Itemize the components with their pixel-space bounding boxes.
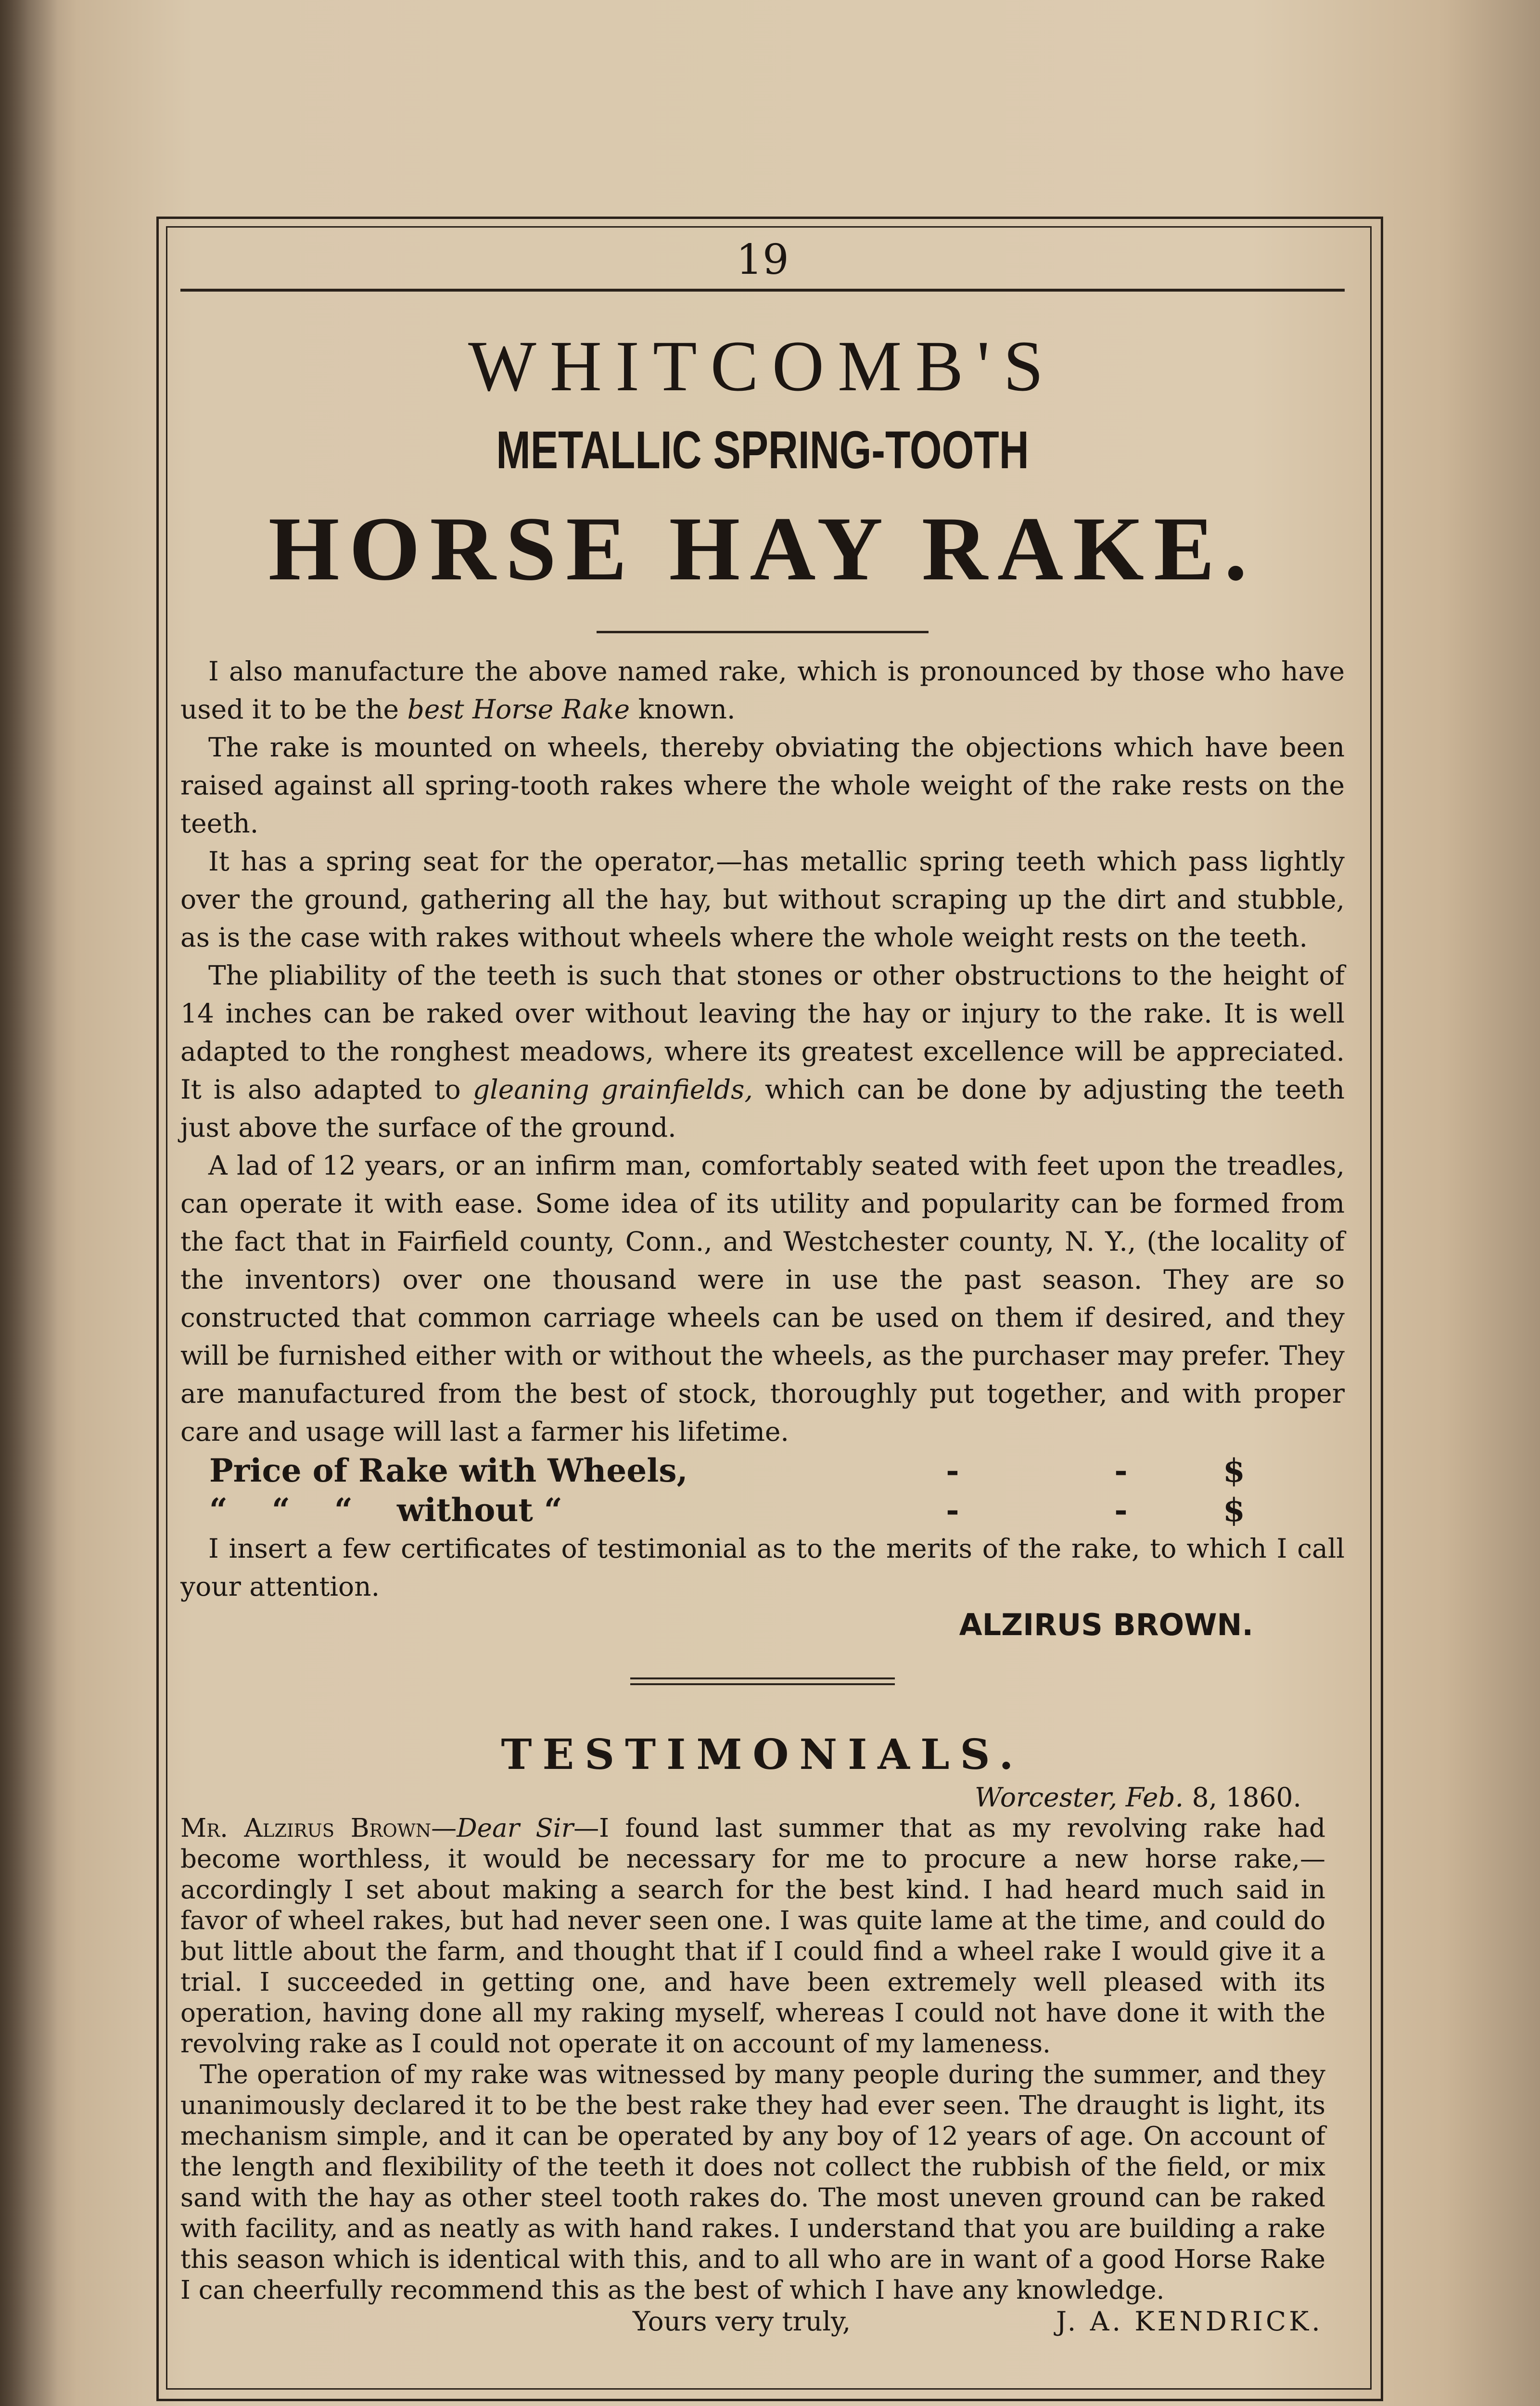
price-row-with-wheels: Price of Rake with Wheels, - - $	[209, 1452, 1245, 1489]
author-name: J. A. KENDRICK.	[1056, 2306, 1323, 2337]
spine-shadow	[0, 0, 58, 2406]
letter-dateline: Worcester, Feb. 8, 1860.	[975, 1782, 1301, 1813]
title-metallic-spring-tooth: METALLIC SPRING-TOOTH	[496, 421, 1029, 480]
paragraph-3: It has a spring seat for the operator,—has metallic spring teeth which pass lightly over the ground, gathering all the hay, but without scraping up the dirt and stubble, as is the case with rakes without wheels where the whole weight rests on the teeth.	[180, 846, 1345, 953]
title-whitcombs: WHITCOMB'S	[468, 326, 1057, 406]
title-horse-hay-rake: HORSE HAY RAKE.	[268, 499, 1257, 600]
page-content	[180, 226, 1345, 2337]
signature-alzirus-brown: ALZIRUS BROWN.	[959, 1607, 1253, 1642]
letter-paragraph-1: Mr. Alzirus Brown—Dear Sir—I found last summer that as my revolving rake had become worthless, it would be necessary for me to procure a new horse rake,—accordingly I set about making a search for the best kind. I had heard much said in favor of wheel rakes, but had never seen one. I was quite lame at the time, and could do but little about the farm, and thought that if I could find a wheel rake I would give it a trial. I succeeded in getting one, and have been extremely well pleased with its operation, having done all my raking myself, whereas I could not have done it with the revolving rake as I could not operate it on account of my lameness.	[180, 1814, 1325, 2059]
price-row-without-wheels: “ “ “ without “ - - $	[209, 1491, 1245, 1529]
paragraph-2: The rake is mounted on wheels, thereby obviating the objections which have been raised against all spring-tooth rakes where the whole weight of the rake rests on the teeth.	[180, 732, 1345, 839]
valediction: Yours very truly,	[633, 2306, 851, 2337]
title-divider	[597, 631, 929, 633]
testimonials-heading: TESTIMONIALS.	[501, 1730, 1024, 1779]
letter-paragraph-2: The operation of my rake was witnessed by many people during the summer, and they unanimously declared it to be the best rake they had ever seen. The draught is light, its mechanism simple, and it can be operated by any boy of 12 years of age. On account of the length and flexibility of the teeth it does not collect the rubbish of the field, or mix sand with the hay as other steel tooth rakes do. The most uneven ground can be raked with facility, and as neatly as with hand rakes. I understand that you are building a rake this season which is identical with this, and to all who are in want of a good Horse Rake I can cheerfully recommend this as the best of which I have any knowledge.	[180, 2060, 1325, 2305]
paragraph-4: The pliability of the teeth is such that stones or other obstructions to the height of 14 inches can be raked over without leaving the hay or injury to the rake. It is well adapted to the ronghest meadows, where its greatest excellence will be appreciated. It is also adapted to gleaning grainfields, which can be done by adjusting the teeth just above the surface of the ground.	[180, 960, 1345, 1143]
signature-line	[180, 1606, 1345, 1644]
paragraph-5: A lad of 12 years, or an infirm man, comfortably seated with feet upon the treadles, can operate it with ease. Some idea of its utility and popularity can be formed from the fact that in Fairfield county, Conn., and Westchester county, N. Y., (the locality of the inventors) over one thousand were in use the past season. They are so constructed that common carriage wheels can be used on them if desired, and they will be furnished either with or without the wheels, as the purchaser may prefer. They are manufactured from the best of stock, thoroughly put together, and with proper care and usage will last a farmer his lifetime.	[180, 1150, 1345, 1447]
header-rule	[180, 289, 1345, 292]
closing-paragraph: I insert a few certificates of testimonial as to the merits of the rake, to which I call your attention.	[180, 1533, 1345, 1602]
paragraph-1: I also manufacture the above named rake, which is pronounced by those who have used it to be the best Horse Rake known.	[180, 656, 1345, 725]
page-number: 19	[736, 236, 789, 284]
section-divider	[630, 1677, 895, 1685]
letter-closing	[180, 2306, 1345, 2337]
